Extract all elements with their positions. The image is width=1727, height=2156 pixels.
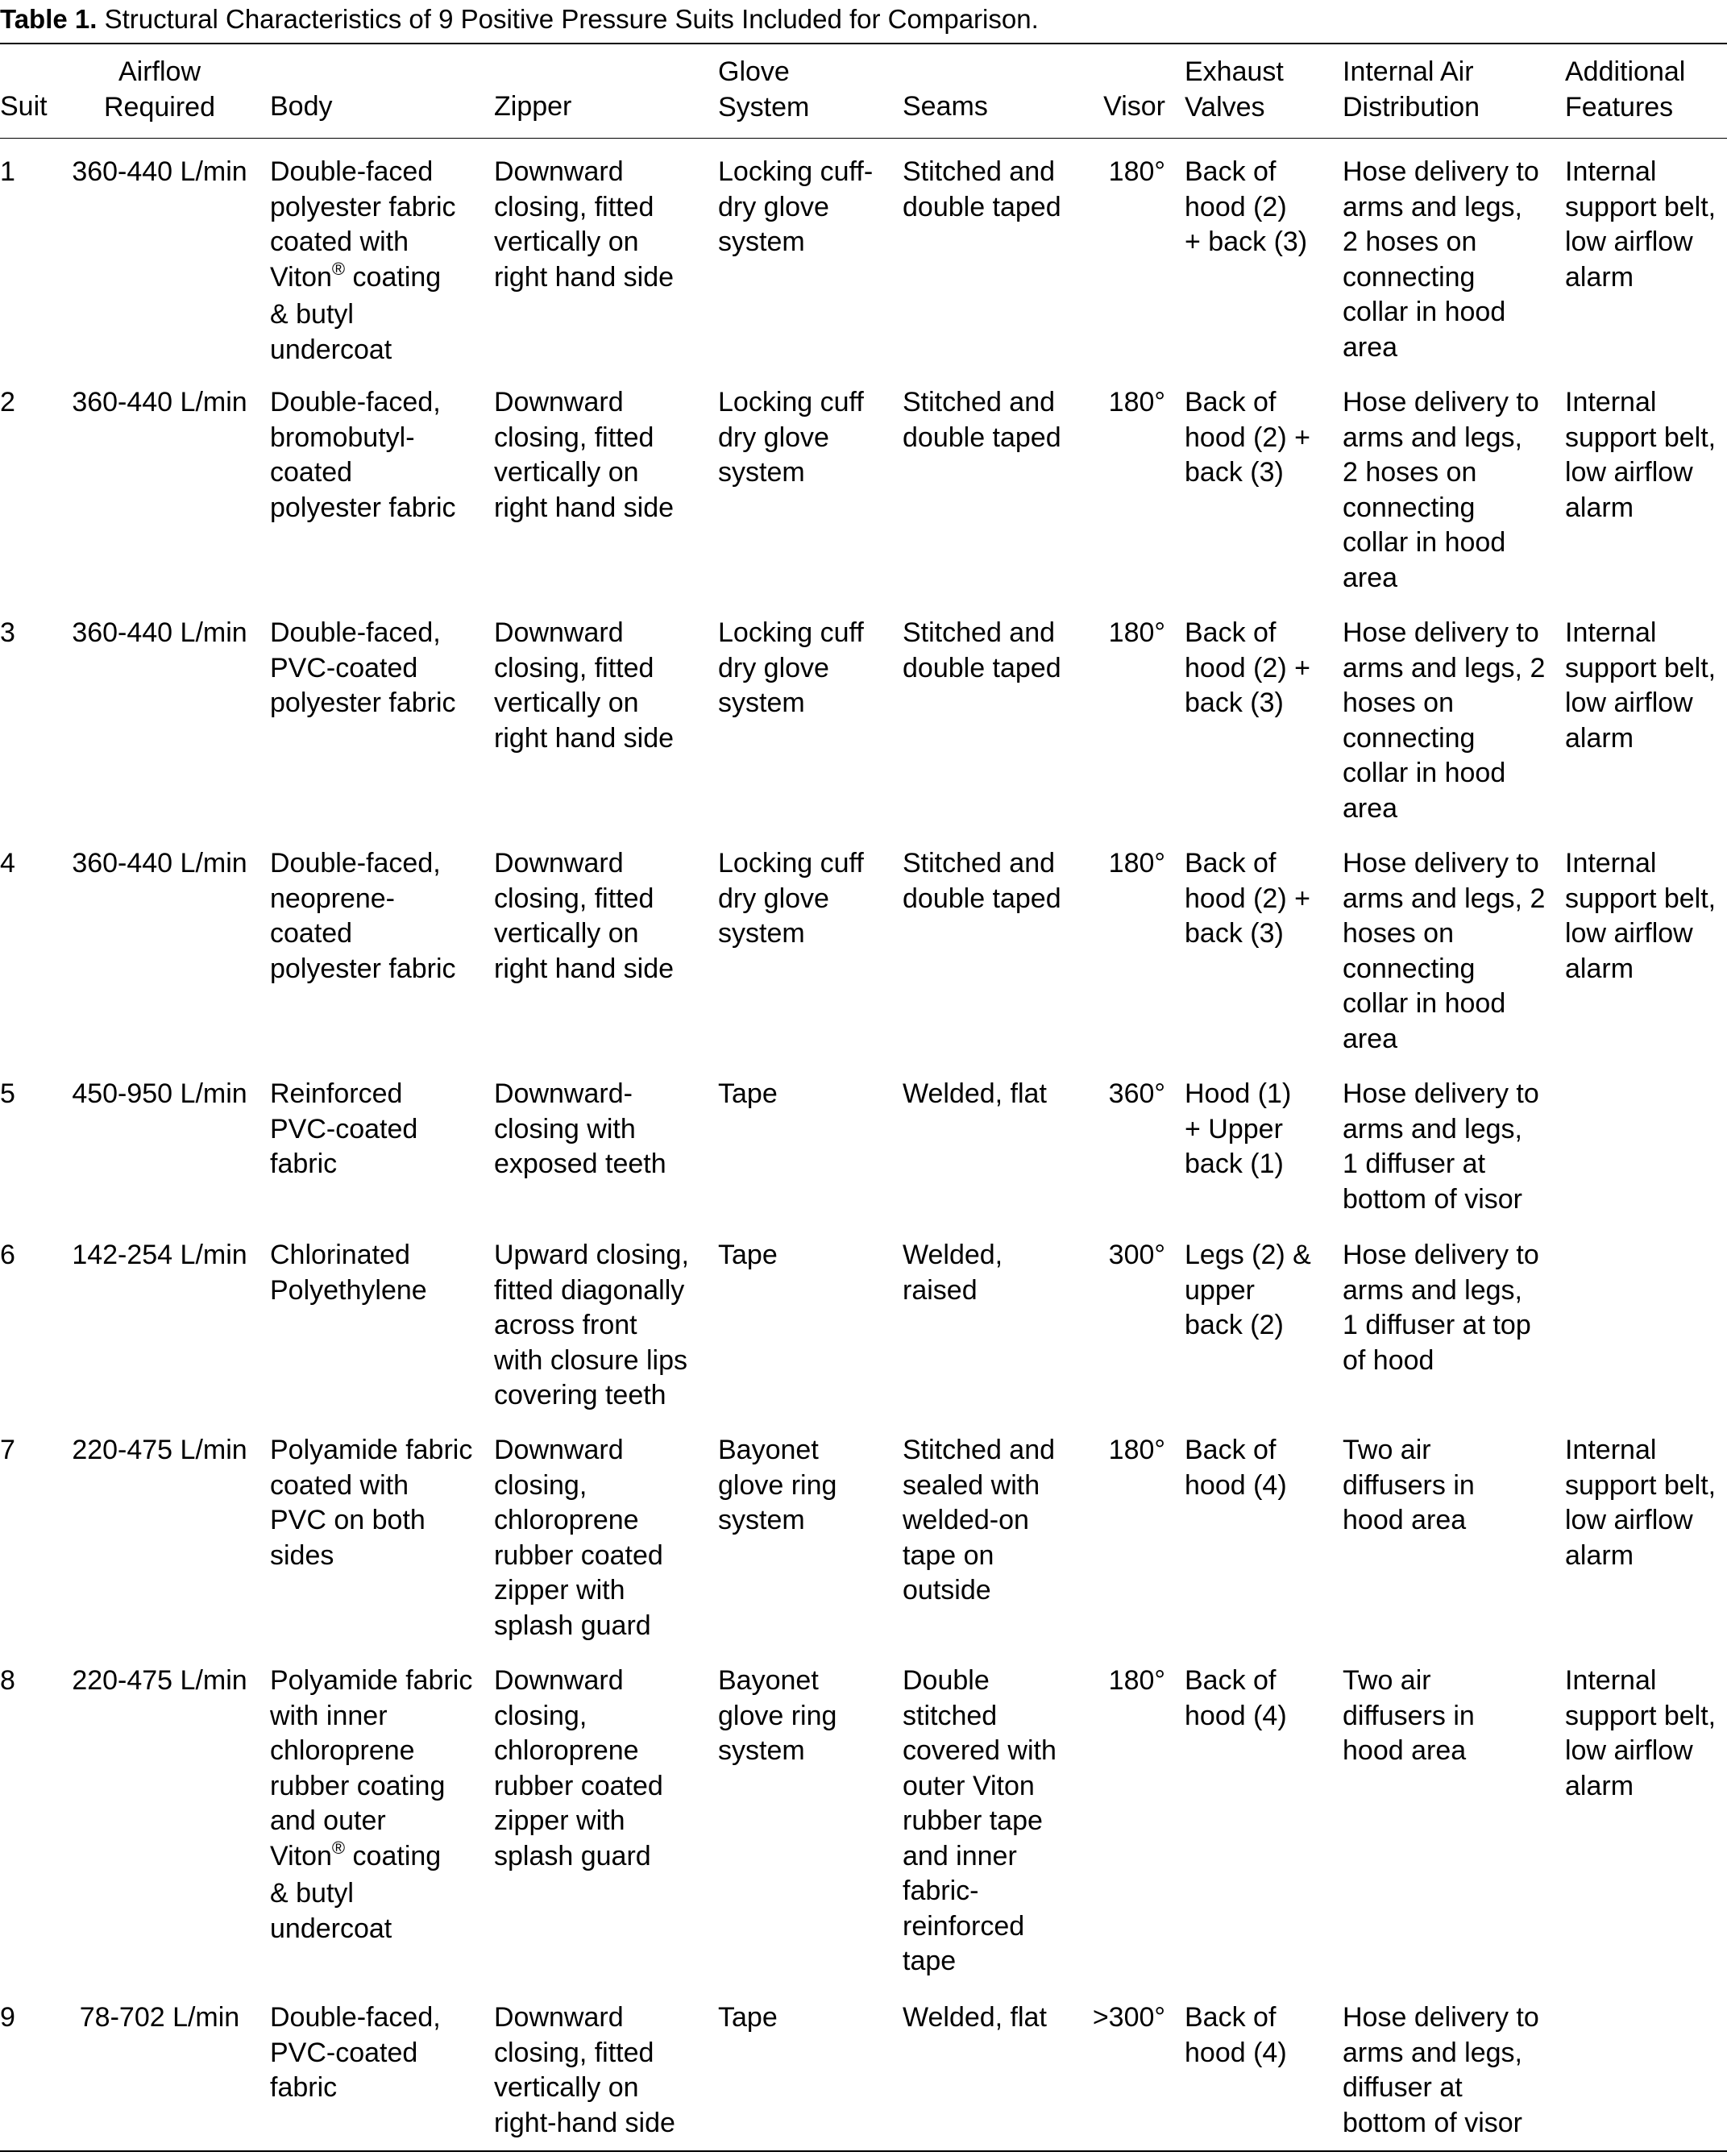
cell-suit: 8 <box>0 1665 15 1696</box>
cell-visor: 300° <box>1108 1240 1165 1270</box>
cell-suit: 3 <box>0 617 15 648</box>
cell-body-text-cont: coating & butyl undercoat <box>270 261 442 365</box>
cell-seams: Welded, flat <box>903 2002 1047 2033</box>
cell-body: Reinforced PVC-coated fabric <box>270 1078 418 1179</box>
cell-body <box>270 1664 484 1946</box>
cell-glove-system: Tape <box>718 1078 778 1109</box>
header-body: Body <box>270 91 333 122</box>
cell-seams: Stitched and double taped <box>903 387 1061 453</box>
cell-glove-system: Bayonet glove ring system <box>718 1435 837 1535</box>
cell-exhaust-valves: Back of hood (2) + back (3) <box>1185 387 1310 488</box>
cell-body: Polyamide fabric coated with PVC on both sides <box>270 1435 473 1571</box>
cell-internal-air: Hose delivery to arms and legs, 2 hoses on connecting collar in hood area <box>1343 387 1539 593</box>
cell-additional-features: Internal support belt, low airflow alarm <box>1565 1665 1717 1801</box>
cell-glove-system: Locking cuff- dry glove system <box>718 156 874 257</box>
cell-seams: Stitched and double taped <box>903 848 1061 914</box>
table-top-rule <box>0 43 1727 44</box>
table-title: Structural Characteristics of 9 Positive Pressure Suits Included for Comparison. <box>104 4 1039 34</box>
cell-exhaust-valves: Back of hood (2) + back (3) <box>1185 156 1308 257</box>
table-bottom-rule <box>0 2150 1727 2152</box>
cell-glove-system: Tape <box>718 1240 778 1270</box>
registered-mark: ® <box>331 258 346 279</box>
cell-visor: 180° <box>1108 1665 1165 1696</box>
cell-suit: 1 <box>0 156 15 187</box>
cell-zipper: Upward closing, fitted diagonally across front with closure lips covering teeth <box>494 1240 689 1410</box>
cell-visor: 180° <box>1108 156 1165 187</box>
cell-internal-air: Hose delivery to arms and legs, 2 hoses on connecting collar in hood area <box>1343 156 1539 363</box>
cell-airflow: 360-440 L/min <box>72 387 247 417</box>
cell-internal-air: Hose delivery to arms and legs, 1 diffuser at bottom of visor <box>1343 1078 1539 1215</box>
cell-exhaust-valves: Back of hood (2) + back (3) <box>1185 617 1310 718</box>
cell-exhaust-valves: Back of hood (4) <box>1185 1435 1287 1501</box>
header-suit: Suit <box>0 91 48 122</box>
cell-suit: 5 <box>0 1078 15 1109</box>
cell-seams: Stitched and sealed with welded-on tape on outside <box>903 1435 1056 1606</box>
cell-glove-system: Bayonet glove ring system <box>718 1665 837 1766</box>
cell-airflow: 360-440 L/min <box>72 848 247 879</box>
cell-seams: Welded, raised <box>903 1240 1003 1306</box>
cell-airflow: 360-440 L/min <box>72 617 247 648</box>
cell-airflow: 360-440 L/min <box>72 156 247 187</box>
cell-internal-air: Hose delivery to arms and legs, diffuser at bottom of visor <box>1343 2002 1539 2138</box>
cell-exhaust-valves: Back of hood (4) <box>1185 2002 1287 2068</box>
cell-airflow: 142-254 L/min <box>72 1240 247 1270</box>
cell-airflow: 220-475 L/min <box>72 1665 247 1696</box>
header-airflow: Airflow Required <box>104 56 215 123</box>
cell-glove-system: Locking cuff dry glove system <box>718 848 864 949</box>
cell-zipper: Downward closing, fitted vertically on right-hand side <box>494 2002 675 2138</box>
cell-body: Double-faced, PVC-coated fabric <box>270 2002 441 2103</box>
cell-additional-features: Internal support belt, low airflow alarm <box>1565 387 1717 523</box>
cell-additional-features: Internal support belt, low airflow alarm <box>1565 617 1717 754</box>
cell-additional-features: Internal support belt, low airflow alarm <box>1565 1435 1717 1571</box>
cell-airflow: 78-702 L/min <box>79 2002 240 2033</box>
cell-body: Double-faced, neoprene- coated polyester fabric <box>270 848 456 984</box>
header-glove-system: Glove System <box>718 56 810 123</box>
cell-zipper: Downward closing, fitted vertically on right hand side <box>494 387 675 523</box>
cell-visor: >300° <box>1092 2002 1165 2033</box>
cell-body: Chlorinated Polyethylene <box>270 1240 427 1306</box>
table-label: Table 1. <box>0 4 98 34</box>
registered-mark: ® <box>331 1837 346 1858</box>
cell-glove-system: Locking cuff dry glove system <box>718 617 864 718</box>
cell-visor: 180° <box>1108 617 1165 648</box>
table-header-rule <box>0 138 1727 139</box>
cell-body: Double-faced, PVC-coated polyester fabric <box>270 617 456 718</box>
cell-body <box>270 155 484 368</box>
cell-internal-air: Hose delivery to arms and legs, 1 diffuser at top of hood <box>1343 1240 1539 1376</box>
cell-zipper: Downward closing, chloroprene rubber coated zipper with splash guard <box>494 1665 663 1871</box>
cell-visor: 360° <box>1108 1078 1165 1109</box>
cell-zipper: Downward closing, fitted vertically on right hand side <box>494 156 675 293</box>
header-visor: Visor <box>1103 91 1165 122</box>
cell-body-text: Double-faced polyester fabric coated with Viton <box>270 156 456 293</box>
cell-exhaust-valves: Back of hood (4) <box>1185 1665 1287 1731</box>
cell-exhaust-valves: Back of hood (2) + back (3) <box>1185 848 1310 949</box>
table-caption <box>0 3 1039 35</box>
cell-visor: 180° <box>1108 387 1165 417</box>
cell-zipper: Downward closing, fitted vertically on right hand side <box>494 617 675 754</box>
header-internal-air-distribution: Internal Air Distribution <box>1343 56 1480 123</box>
header-additional-features: Additional Features <box>1565 56 1686 123</box>
cell-internal-air: Two air diffusers in hood area <box>1343 1665 1475 1766</box>
cell-visor: 180° <box>1108 1435 1165 1465</box>
cell-suit: 2 <box>0 387 15 417</box>
cell-visor: 180° <box>1108 848 1165 879</box>
cell-body-text-cont: coating & butyl undercoat <box>270 1840 442 1944</box>
cell-zipper: Downward closing, fitted vertically on right hand side <box>494 848 675 984</box>
cell-seams: Stitched and double taped <box>903 617 1061 683</box>
cell-seams: Double stitched covered with outer Viton rubber tape and inner fabric- reinforced tape <box>903 1665 1057 1976</box>
cell-internal-air: Two air diffusers in hood area <box>1343 1435 1475 1535</box>
cell-airflow: 450-950 L/min <box>72 1078 247 1109</box>
cell-exhaust-valves: Hood (1) + Upper back (1) <box>1185 1078 1292 1179</box>
cell-seams: Stitched and double taped <box>903 156 1061 222</box>
header-seams: Seams <box>903 91 988 122</box>
cell-zipper: Downward closing, chloroprene rubber coated zipper with splash guard <box>494 1435 663 1641</box>
cell-suit: 6 <box>0 1240 15 1270</box>
cell-suit: 7 <box>0 1435 15 1465</box>
cell-body-text: Polyamide fabric with inner chloroprene rubber coating and outer Viton <box>270 1665 473 1871</box>
header-zipper: Zipper <box>494 91 572 122</box>
header-exhaust-valves: Exhaust Valves <box>1185 56 1284 123</box>
cell-exhaust-valves: Legs (2) & upper back (2) <box>1185 1240 1311 1340</box>
cell-glove-system: Locking cuff dry glove system <box>718 387 864 488</box>
cell-internal-air: Hose delivery to arms and legs, 2 hoses on connecting collar in hood area <box>1343 848 1546 1054</box>
cell-airflow: 220-475 L/min <box>72 1435 247 1465</box>
cell-suit: 9 <box>0 2002 15 2033</box>
cell-additional-features: Internal support belt, low airflow alarm <box>1565 156 1717 293</box>
cell-additional-features: Internal support belt, low airflow alarm <box>1565 848 1717 984</box>
cell-body: Double-faced, bromobutyl- coated polyester fabric <box>270 387 456 523</box>
cell-suit: 4 <box>0 848 15 879</box>
cell-glove-system: Tape <box>718 2002 778 2033</box>
cell-seams: Welded, flat <box>903 1078 1047 1109</box>
cell-internal-air: Hose delivery to arms and legs, 2 hoses on connecting collar in hood area <box>1343 617 1546 824</box>
cell-zipper: Downward- closing with exposed teeth <box>494 1078 666 1179</box>
